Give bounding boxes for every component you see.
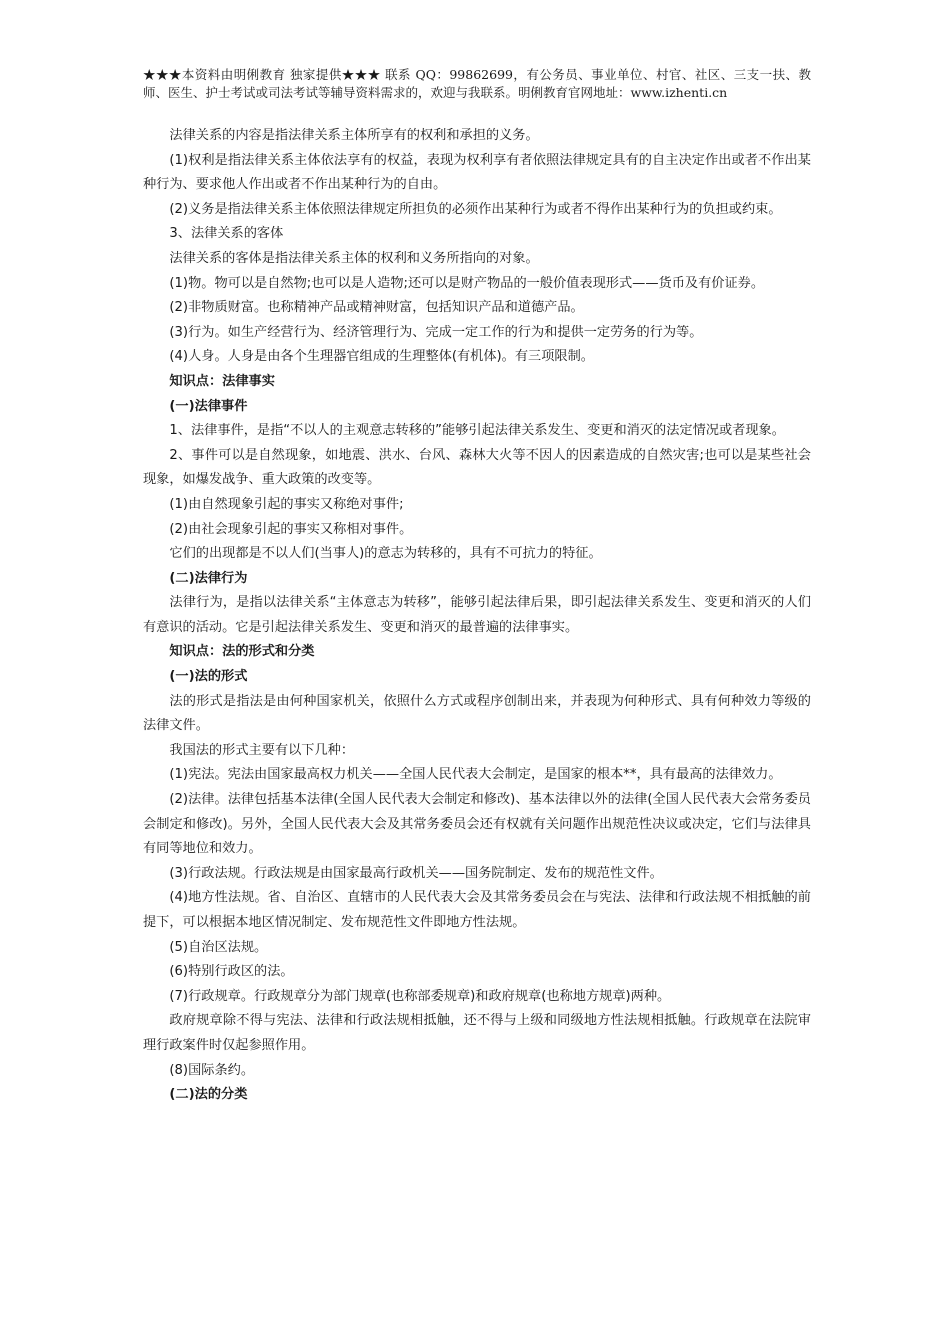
subsection-heading: (二)法的分类 (169, 1087, 248, 1103)
subsection-heading: (一)法的形式 (169, 669, 248, 685)
paragraph: (5)自治区法规。 (169, 939, 268, 955)
paragraph: (1)由自然现象引起的事实又称绝对事件; (169, 496, 404, 512)
knowledge-point-heading: 知识点：法律事实 (169, 373, 275, 389)
paragraph: (7)行政规章。行政规章分为部门规章(也称部委规章)和政府规章(也称地方规章)两种。 (169, 988, 671, 1004)
paragraph: (1)宪法。宪法由国家最高权力机关——全国人民代表大会制定，是国家的根本**，具有最高的法律效力。 (169, 767, 782, 783)
section-heading: 3、法律关系的客体 (169, 226, 284, 242)
paragraph: (2)义务是指法律关系主体依照法律规定所担负的必须作出某种行为或者不得作出某种行为的负担或约束。 (169, 201, 782, 217)
paragraph: 2、事件可以是自然现象，如地震、洪水、台风、森林大火等不因人的因素造成的自然灾害;也可以是某些社会现象，如爆发战争、重大政策的改变等。 (143, 447, 811, 488)
paragraph: (1)物。物可以是自然物;也可以是人造物;还可以是财产物品的一般价值表现形式——货币及有价证券。 (169, 275, 765, 291)
paragraph: 法律关系的客体是指法律关系主体的权利和义务所指向的对象。 (169, 250, 539, 266)
subsection-heading: (一)法律事件 (169, 398, 248, 414)
document-body (143, 124, 811, 1108)
subsection-heading: (二)法律行为 (169, 570, 248, 586)
paragraph: 法的形式是指法是由何种国家机关，依照什么方式或程序创制出来，并表现为何种形式、具有何种效力等级的法律文件。 (143, 693, 811, 734)
paragraph: (2)非物质财富。也称精神产品或精神财富，包括知识产品和道德产品。 (169, 300, 584, 316)
paragraph: (4)人身。人身是由各个生理器官组成的生理整体(有机体)。有三项限制。 (169, 349, 594, 365)
paragraph: 政府规章除不得与宪法、法律和行政法规相抵触，还不得与上级和同级地方性法规相抵触。行政规章在法院审理行政案件时仅起参照作用。 (143, 1013, 811, 1053)
paragraph: (2)由社会现象引起的事实又称相对事件。 (169, 521, 413, 537)
paragraph: 1、法律事件，是指“不以人的主观意志转移的”能够引起法律关系发生、变更和消灭的法定情况或者现象。 (169, 423, 785, 439)
paragraph: (2)法律。法律包括基本法律(全国人民代表大会制定和修改)、基本法律以外的法律(全国人民代表大会常务委员会制定和修改)。另外，全国人民代表大会及其常务委员会还有权就有关问题作出规范性决议或决定，它们与法律具有同等地位和效力。 (143, 792, 811, 857)
paragraph: (3)行政法规。行政法规是由国家最高行政机关——国务院制定、发布的规范性文件。 (169, 865, 663, 881)
paragraph: 我国法的形式主要有以下几种： (169, 742, 355, 758)
paragraph: 它们的出现都是不以人们(当事人)的意志为转移的，具有不可抗力的特征。 (169, 546, 602, 562)
page-header-notice: ★★★本资料由明俐教育 独家提供★★★ 联系 QQ：99862699，有公务员、事业单位、村官、社区、三支一扶、教师、医生、护士考试或司法考试等辅导资料需求的，欢迎与我联系。明俐教育官网地址：www.izhenti.cn (143, 67, 811, 100)
paragraph: (1)权利是指法律关系主体依法享有的权益，表现为权利享有者依照法律规定具有的自主决定作出或者不作出某种行为、要求他人作出或者不作出某种行为的自由。 (143, 152, 811, 193)
paragraph: (4)地方性法规。省、自治区、直辖市的人民代表大会及其常务委员会在与宪法、法律和行政法规不相抵触的前提下，可以根据本地区情况制定、发布规范性文件即地方性法规。 (143, 890, 811, 930)
paragraph: 法律关系的内容是指法律关系主体所享有的权利和承担的义务。 (169, 128, 539, 143)
paragraph: 法律行为，是指以法律关系“主体意志为转移”，能够引起法律后果，即引起法律关系发生、变更和消灭的人们有意识的活动。它是引起法律关系发生、变更和消灭的最普遍的法律事实。 (143, 595, 811, 635)
knowledge-point-heading: 知识点：法的形式和分类 (169, 644, 315, 660)
paragraph: (3)行为。如生产经营行为、经济管理行为、完成一定工作的行为和提供一定劳务的行为等。 (169, 324, 703, 340)
paragraph: (8)国际条约。 (169, 1062, 255, 1078)
paragraph: (6)特别行政区的法。 (169, 964, 294, 980)
